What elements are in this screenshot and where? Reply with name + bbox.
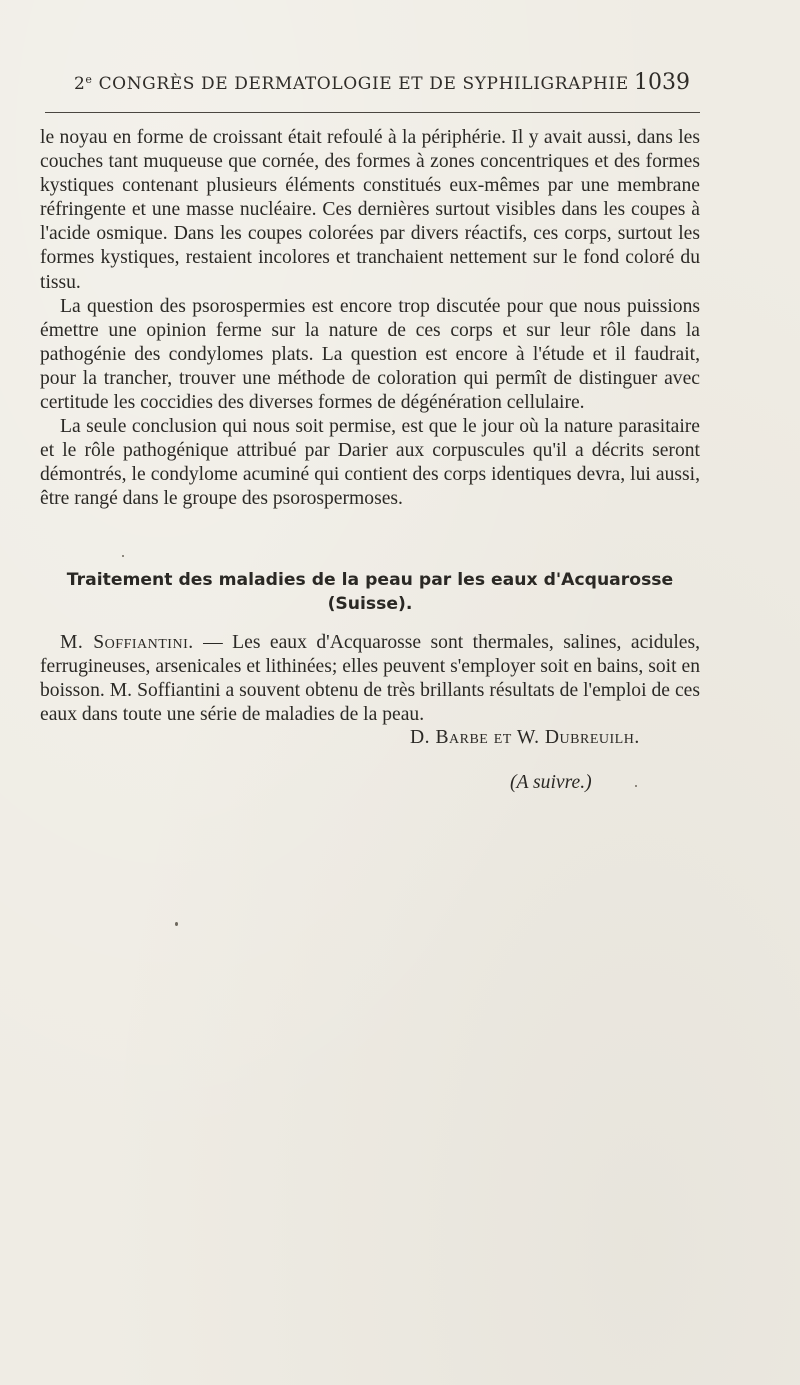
section-text (40, 631, 700, 727)
paragraph: le noyau en forme de croissant était refoulé à la périphérie. Il y avait aussi, dans les couches tant muqueuse que cornée, des formes à zones concentriques et des formes kystiques contenant plusieurs éléments constitués eux-mêmes par une membrane réfringente et une masse nucléaire. Ces dernières surtout visibles dans les coupes à l'acide osmique. Dans les coupes colorées par divers réactifs, ces corps, surtout les formes kystiques, restaient incolores et tranchaient nettement sur le fond coloré du tissu. (40, 127, 700, 293)
section-heading (40, 568, 700, 616)
section-heading-line: (Suisse). (327, 594, 413, 614)
header-ordinal-sup: e (85, 73, 93, 86)
running-title (74, 73, 629, 94)
signature (410, 727, 640, 749)
running-header (74, 70, 690, 100)
section-paragraph-text: — Les eaux d'Acquarosse sont thermales, salines, acidules, ferrugineuses, arsenicales et lithinées; elles peuvent s'employer soit en bains, soit en boisson. M. Soffiantini a souvent obtenu de très brillants résultats de l'emploi de ces eaux dans toute une série de maladies de la peau. (40, 632, 700, 726)
header-ordinal: 2 (74, 74, 86, 94)
paragraph: La seule conclusion qui nous soit permise, est que le jour où la nature parasitaire et le rôle pathogénique attribué par Darier aux corpuscules qu'il a décrits seront démontrés, le condylome acuminé qui contient des corps identiques devra, lui aussi, être rangé dans le groupe des psorospermoses. (40, 416, 700, 510)
header-title-text: CONGRÈS DE DERMATOLOGIE ET DE SYPHILIGRAPHIE (98, 74, 629, 94)
continuation-note: (A suivre.) (510, 772, 592, 793)
section-paragraph (40, 631, 700, 727)
paragraph: La question des psorospermies est encore trop discutée pour que nous puissions émettre une opinion ferme sur la nature de ces corps et sur leur rôle dans la pathogénie des condylomes plats. La question est encore à l'étude et il faudrait, pour la trancher, trouver une méthode de coloration qui permît de distinguer avec certitude les coccidies des diverses formes de dégénération cellulaire. (40, 295, 700, 414)
main-text (40, 126, 700, 512)
page-number: 1039 (634, 70, 690, 95)
section-heading-line: Traitement des maladies de la peau par les eaux d'Acquarosse (66, 570, 674, 590)
speaker-name: M. Soffiantini. (60, 632, 194, 653)
header-rule (45, 112, 700, 113)
signature-text: D. Barbe et W. Dubreuilh. (410, 727, 640, 748)
